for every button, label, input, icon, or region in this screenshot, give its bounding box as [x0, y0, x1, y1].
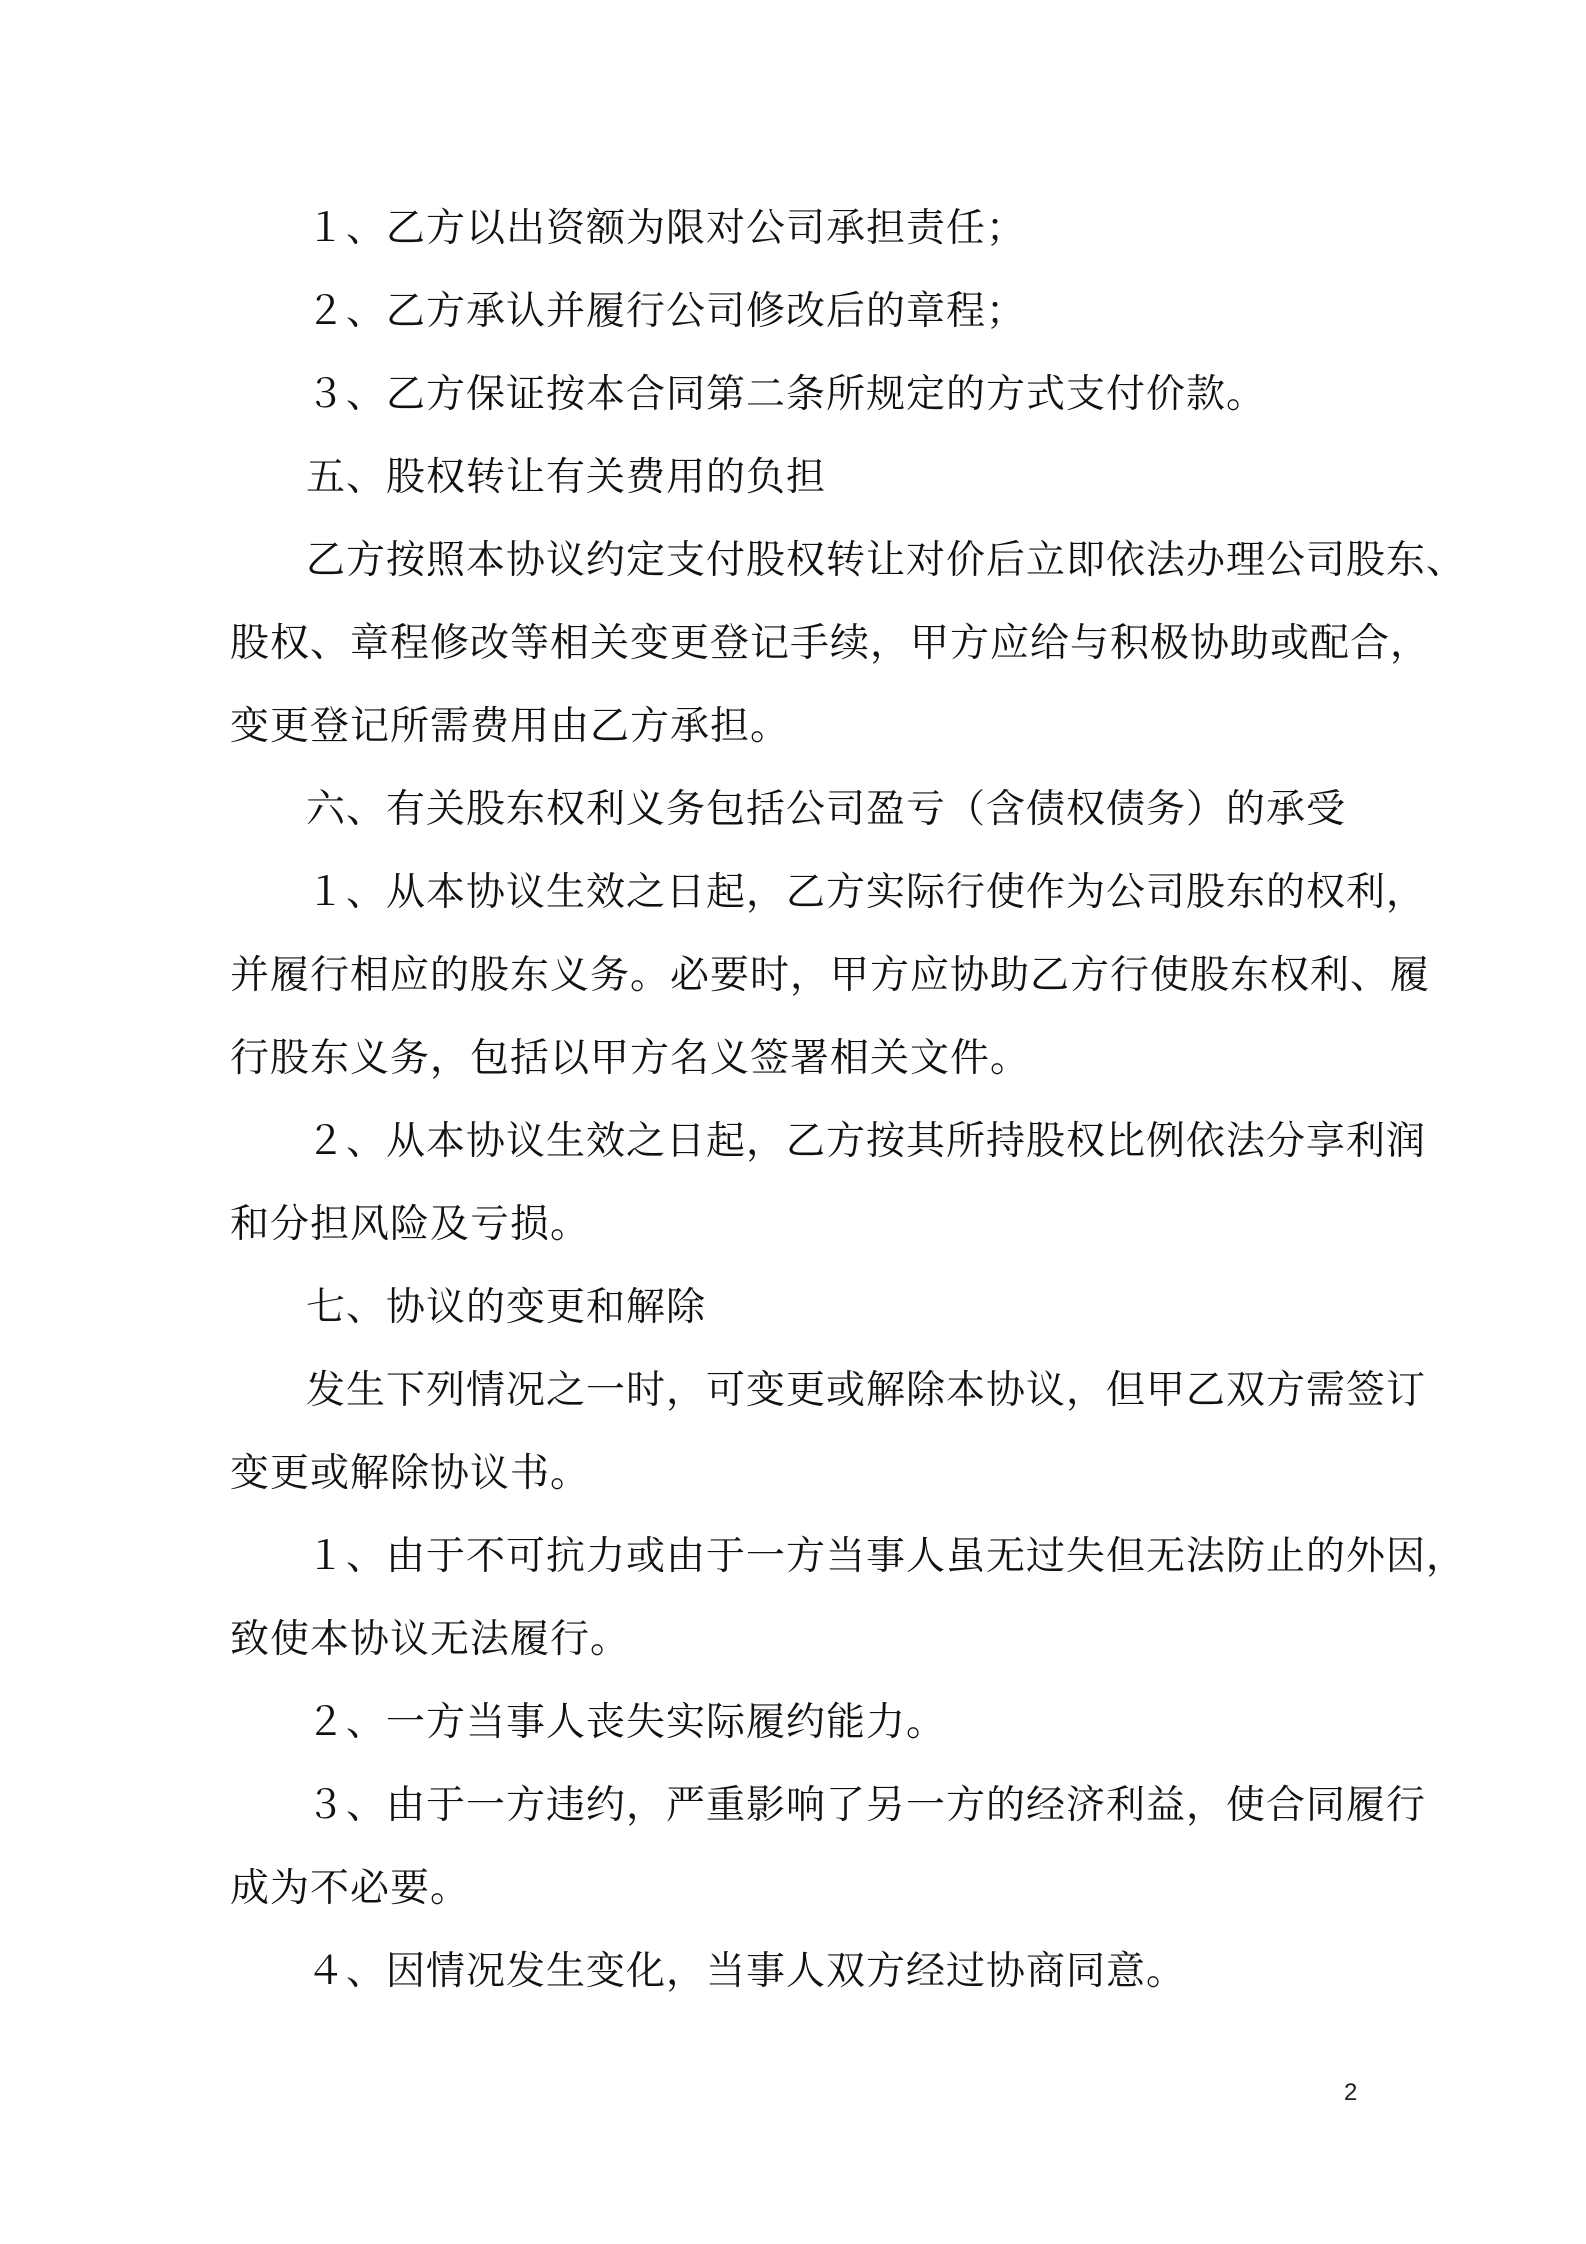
text-line: 并履行相应的股东义务。必要时，甲方应协助乙方行使股东权利、履 — [230, 953, 1431, 998]
text-line: ２、从本协议生效之日起，乙方按其所持股权比例依法分享利润 — [306, 1119, 1427, 1164]
text-line: １、乙方以出资额为限对公司承担责任； — [306, 206, 1027, 251]
text-line: １、从本协议生效之日起，乙方实际行使作为公司股东的权利， — [306, 870, 1427, 915]
text-line: 致使本协议无法履行。 — [230, 1617, 631, 1662]
text-line: 乙方按照本协议约定支付股权转让对价后立即依法办理公司股东、 — [306, 538, 1467, 583]
text-line: ２、乙方承认并履行公司修改后的章程； — [306, 289, 1027, 334]
text-line: ３、乙方保证按本合同第二条所规定的方式支付价款。 — [306, 372, 1267, 417]
text-line: ４、因情况发生变化，当事人双方经过协商同意。 — [306, 1949, 1187, 1994]
text-line: ３、由于一方违约，严重影响了另一方的经济利益，使合同履行 — [306, 1783, 1427, 1828]
text-line: 发生下列情况之一时，可变更或解除本协议，但甲乙双方需签订 — [306, 1368, 1427, 1413]
page-number: 2 — [1344, 2079, 1358, 2106]
text-line: 成为不必要。 — [230, 1866, 471, 1911]
text-line: 和分担风险及亏损。 — [230, 1202, 591, 1247]
text-line: 变更或解除协议书。 — [230, 1451, 591, 1496]
text-line: 变更登记所需费用由乙方承担。 — [230, 704, 791, 749]
section-heading: 五、股权转让有关费用的负担 — [306, 455, 827, 500]
text-line: 股权、章程修改等相关变更登记手续，甲方应给与积极协助或配合， — [230, 621, 1431, 666]
text-line: １、由于不可抗力或由于一方当事人虽无过失但无法防止的外因， — [306, 1534, 1467, 1579]
text-line: 行股东义务，包括以甲方名义签署相关文件。 — [230, 1036, 1031, 1081]
section-heading: 七、协议的变更和解除 — [306, 1285, 707, 1330]
section-heading: 六、有关股东权利义务包括公司盈亏（含债权债务）的承受 — [306, 787, 1347, 832]
text-line: ２、一方当事人丧失实际履约能力。 — [306, 1700, 947, 1745]
